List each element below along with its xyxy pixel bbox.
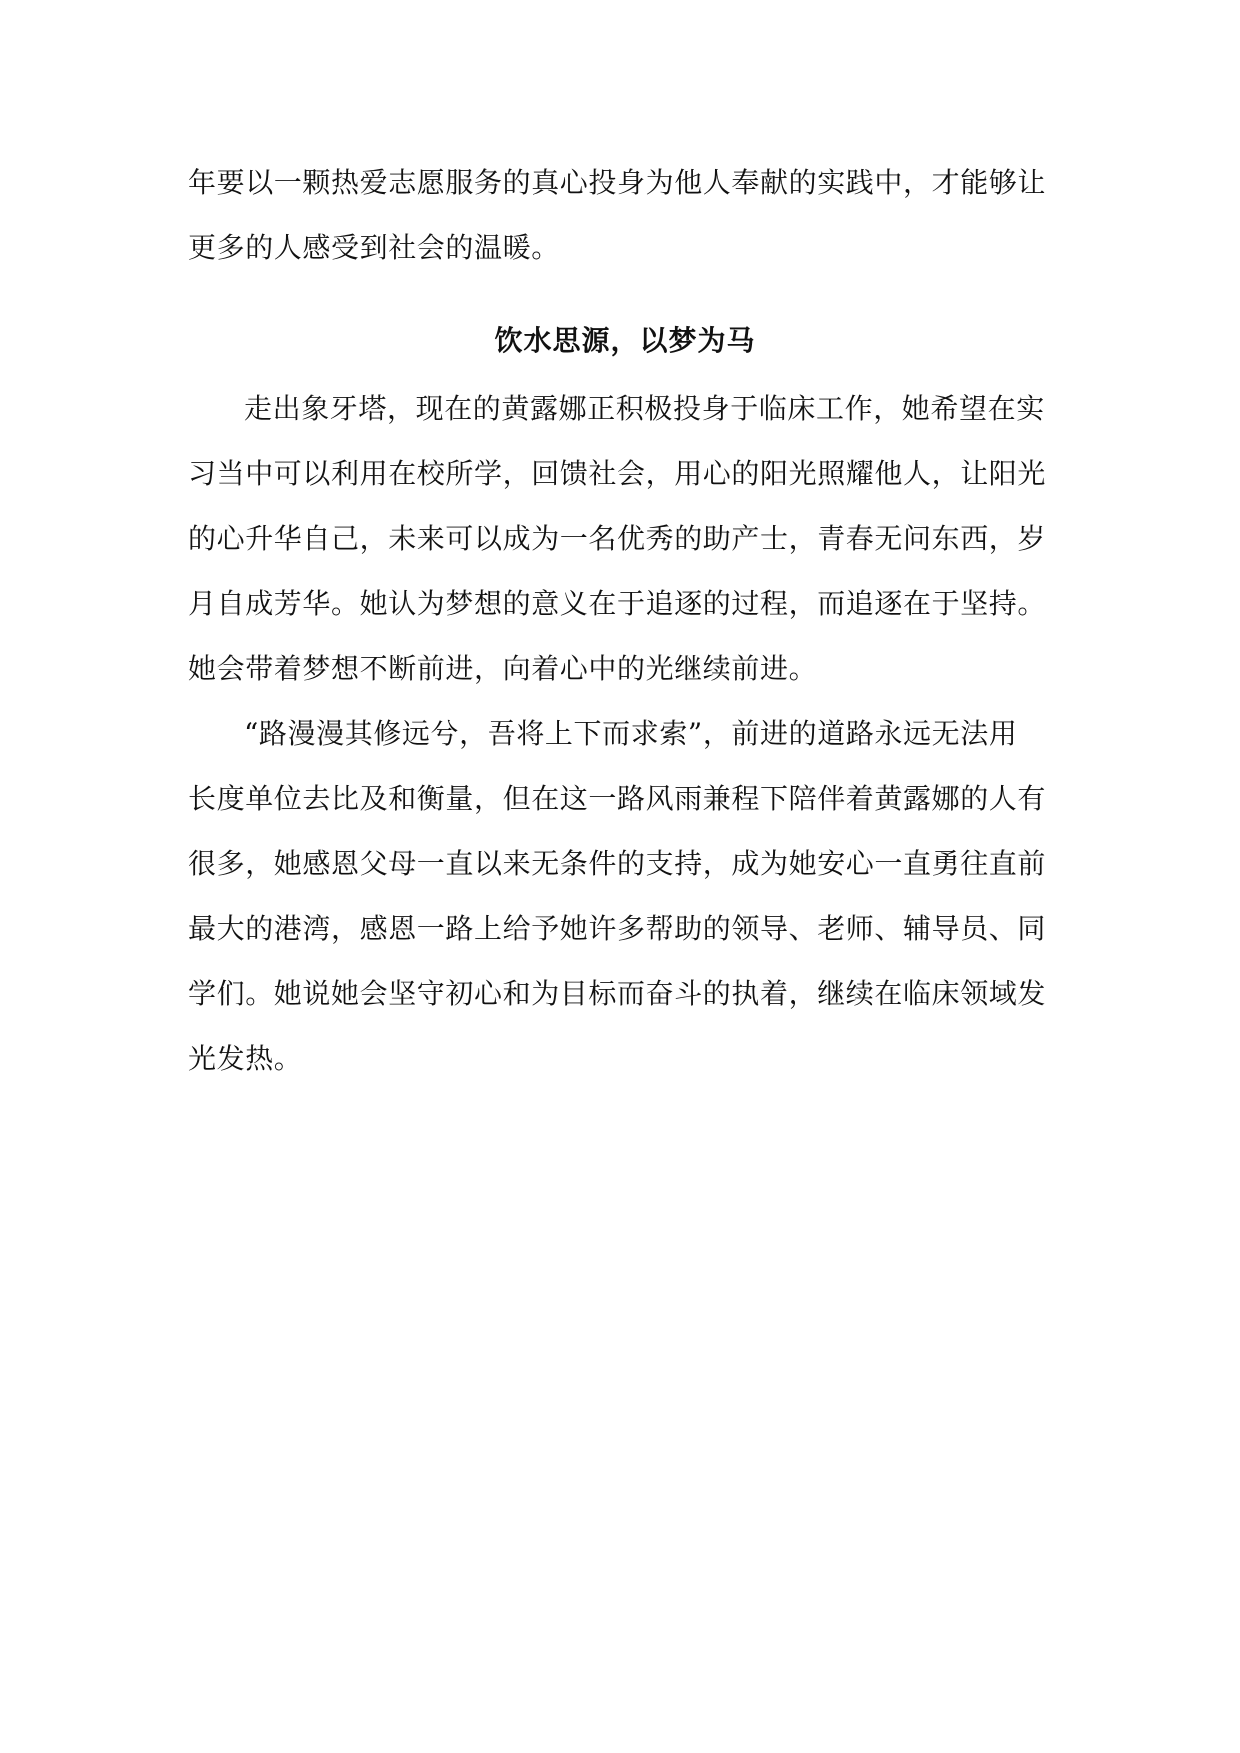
text-line: 走出象牙塔，现在的黄露娜正积极投身于临床工作，她希望在实: [244, 392, 1045, 425]
text-line: 她会带着梦想不断前进，向着心中的光继续前进。: [188, 652, 818, 685]
text-line: 光发热。: [188, 1042, 303, 1075]
text-line: 更多的人感受到社会的温暖。: [188, 231, 560, 264]
text-line: 习当中可以利用在校所学，回馈社会，用心的阳光照耀他人，让阳光: [188, 457, 1047, 490]
text-line: 最大的港湾，感恩一路上给予她许多帮助的领导、老师、辅导员、同: [188, 912, 1047, 945]
paragraph-2: [188, 701, 1062, 1091]
text-line: 年要以一颗热爱志愿服务的真心投身为他人奉献的实践中，才能够让: [188, 166, 1047, 199]
section-heading: 饮水思源，以梦为马: [494, 324, 756, 357]
text-line: 学们。她说她会坚守初心和为目标而奋斗的执着，继续在临床领域发: [188, 977, 1047, 1010]
text-line: 月自成芳华。她认为梦想的意义在于追逐的过程，而追逐在于坚持。: [188, 587, 1047, 620]
paragraph-1: [188, 376, 1062, 701]
text-line: “路漫漫其修远兮，吾将上下而求索”，前进的道路永远无法用: [244, 717, 1018, 750]
text-line: 长度单位去比及和衡量，但在这一路风雨兼程下陪伴着黄露娜的人有: [188, 782, 1047, 815]
text-line: 很多，她感恩父母一直以来无条件的支持，成为她安心一直勇往直前: [188, 847, 1047, 880]
continuation-paragraph: [188, 150, 1062, 280]
text-line: 的心升华自己，未来可以成为一名优秀的助产士，青春无问东西，岁: [188, 522, 1047, 555]
